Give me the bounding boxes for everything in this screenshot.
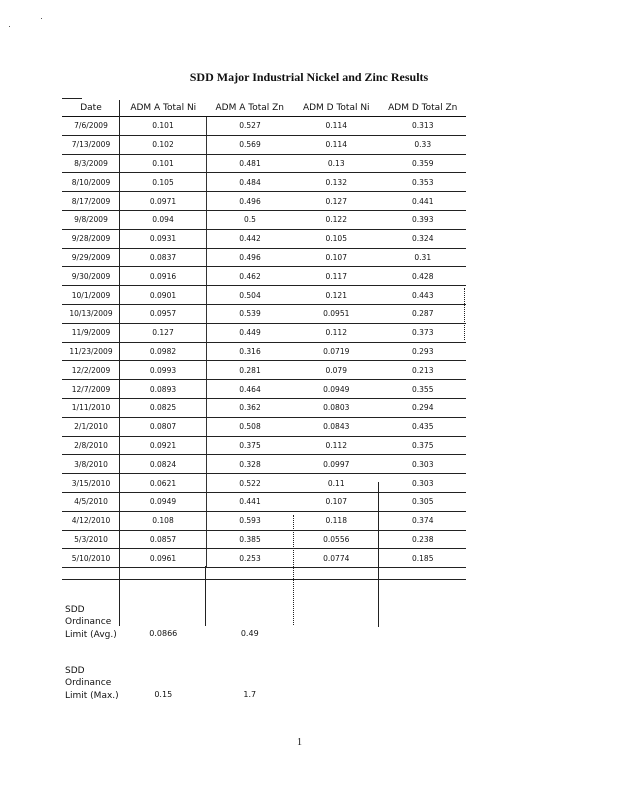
cell-adm-a-ni: 0.0957: [120, 304, 207, 323]
cell-adm-d-ni: 0.107: [293, 248, 380, 267]
cell-adm-d-zn: 0.313: [380, 117, 467, 136]
cell-adm-a-ni: 0.0993: [120, 361, 207, 380]
table-row: [62, 323, 466, 342]
table-top-line: [62, 98, 82, 99]
table-row: [62, 492, 466, 511]
cell-adm-a-zn: 0.281: [207, 361, 294, 380]
cell-adm-a-ni: 0.0931: [120, 229, 207, 248]
table-row: [62, 455, 466, 474]
cell-adm-a-zn: 0.441: [207, 492, 294, 511]
cell-date: 11/9/2009: [62, 323, 120, 342]
cell-date: 4/5/2010: [62, 492, 120, 511]
table-row: [62, 117, 466, 136]
cell-adm-a-ni: 0.0916: [120, 267, 207, 286]
col-header-adm-d-ni: ADM D Total Ni: [293, 100, 380, 117]
table-row: [62, 436, 466, 455]
cell-adm-a-zn: 0.362: [207, 398, 294, 417]
cell-adm-d-zn: 0.359: [380, 154, 467, 173]
cell-adm-d-zn: 0.393: [380, 210, 467, 229]
cell-date: 2/1/2010: [62, 417, 120, 436]
cell-adm-d-zn: 0.428: [380, 267, 467, 286]
cell-adm-a-zn: 0.462: [207, 267, 294, 286]
cell-adm-d-ni: 0.0843: [293, 417, 380, 436]
cell-adm-a-zn: 0.484: [207, 173, 294, 192]
cell-date: 8/10/2009: [62, 173, 120, 192]
limit-label-avg: SDD Ordinance Limit (Avg.): [65, 604, 117, 640]
cell-adm-d-ni: 0.127: [293, 192, 380, 211]
cell-adm-d-zn: 0.305: [380, 492, 467, 511]
table-row: [62, 192, 466, 211]
cell-adm-d-zn: 0.238: [380, 530, 467, 549]
cell-adm-d-zn: 0.31: [380, 248, 467, 267]
cell-adm-a-ni: 0.0621: [120, 474, 207, 493]
cell-adm-a-zn: 0.5: [207, 210, 294, 229]
cell-date: 11/23/2009: [62, 342, 120, 361]
cell-adm-d-zn: 0.373: [380, 323, 467, 342]
cell-date: 9/29/2009: [62, 248, 120, 267]
cell-adm-d-zn: 0.185: [380, 549, 467, 568]
cell-adm-a-zn: 0.522: [207, 474, 294, 493]
cell-adm-d-zn: 0.443: [380, 286, 467, 305]
cell-adm-a-ni: 0.0971: [120, 192, 207, 211]
cell-date: 9/30/2009: [62, 267, 120, 286]
cell-adm-a-ni: 0.0982: [120, 342, 207, 361]
cell-adm-a-ni: 0.0807: [120, 417, 207, 436]
cell-adm-d-zn: 0.355: [380, 380, 467, 399]
cell-adm-d-ni: 0.132: [293, 173, 380, 192]
cell-adm-a-ni: 0.0949: [120, 492, 207, 511]
header-row: [62, 100, 466, 117]
cell-date: 12/7/2009: [62, 380, 120, 399]
cell-adm-d-ni: 0.11: [293, 474, 380, 493]
cell-adm-a-ni: 0.0824: [120, 455, 207, 474]
results-body: [62, 117, 466, 568]
table-row: [62, 304, 466, 323]
cell-adm-a-zn: 0.508: [207, 417, 294, 436]
cell-date: 9/8/2009: [62, 210, 120, 229]
cell-adm-a-zn: 0.464: [207, 380, 294, 399]
cell-adm-a-zn: 0.593: [207, 511, 294, 530]
cell-adm-d-ni: 0.13: [293, 154, 380, 173]
page-number: 1: [297, 737, 302, 748]
table-row: [62, 380, 466, 399]
cell-adm-d-ni: 0.114: [293, 117, 380, 136]
cell-date: 2/8/2010: [62, 436, 120, 455]
rule-adm-d-ni: [293, 515, 294, 625]
cell-adm-d-ni: 0.121: [293, 286, 380, 305]
cell-adm-d-zn: 0.213: [380, 361, 467, 380]
table-row: [62, 267, 466, 286]
cell-adm-a-ni: 0.094: [120, 210, 207, 229]
cell-date: 4/12/2010: [62, 511, 120, 530]
limit-avg-ni: 0.0866: [149, 629, 178, 639]
table-row: [62, 229, 466, 248]
cell-adm-a-zn: 0.316: [207, 342, 294, 361]
table-row: [62, 135, 466, 154]
cell-adm-a-ni: 0.105: [120, 173, 207, 192]
cell-adm-d-zn: 0.303: [380, 474, 467, 493]
cell-date: 10/13/2009: [62, 304, 120, 323]
col-header-adm-a-zn: ADM A Total Zn: [207, 100, 294, 117]
limit-row-avg: [62, 580, 466, 642]
results-table: [62, 100, 466, 702]
cell-adm-a-zn: 0.385: [207, 530, 294, 549]
page-title: SDD Major Industrial Nickel and Zinc Results: [189, 70, 429, 84]
spacer-row: [62, 568, 466, 580]
cell-adm-d-ni: 0.118: [293, 511, 380, 530]
cell-adm-d-zn: 0.375: [380, 436, 467, 455]
cell-adm-d-zn: 0.294: [380, 398, 467, 417]
cell-adm-a-ni: 0.0825: [120, 398, 207, 417]
table-row: [62, 549, 466, 568]
cell-adm-a-zn: 0.527: [207, 117, 294, 136]
cell-date: 8/17/2009: [62, 192, 120, 211]
table-row: [62, 511, 466, 530]
rule-right-edge: [464, 288, 465, 340]
cell-adm-a-zn: 0.496: [207, 248, 294, 267]
cell-adm-d-ni: 0.0719: [293, 342, 380, 361]
rule-date-col: [119, 100, 120, 626]
table-row: [62, 342, 466, 361]
table-row: [62, 286, 466, 305]
cell-date: 1/11/2010: [62, 398, 120, 417]
cell-adm-a-ni: 0.108: [120, 511, 207, 530]
cell-adm-a-zn: 0.504: [207, 286, 294, 305]
cell-date: 9/28/2009: [62, 229, 120, 248]
cell-adm-a-zn: 0.449: [207, 323, 294, 342]
col-header-adm-d-zn: ADM D Total Zn: [380, 100, 467, 117]
cell-adm-d-ni: 0.107: [293, 492, 380, 511]
cell-adm-d-zn: 0.33: [380, 135, 467, 154]
table-row: [62, 173, 466, 192]
cell-adm-a-ni: 0.0893: [120, 380, 207, 399]
cell-date: 10/1/2009: [62, 286, 120, 305]
cell-adm-d-ni: 0.112: [293, 436, 380, 455]
cell-adm-d-ni: 0.0803: [293, 398, 380, 417]
cell-adm-d-zn: 0.287: [380, 304, 467, 323]
cell-adm-d-zn: 0.324: [380, 229, 467, 248]
cell-adm-a-ni: 0.0837: [120, 248, 207, 267]
cell-adm-a-ni: 0.127: [120, 323, 207, 342]
cell-adm-a-zn: 0.481: [207, 154, 294, 173]
cell-date: 8/3/2009: [62, 154, 120, 173]
cell-adm-d-ni: 0.0556: [293, 530, 380, 549]
table-row: [62, 361, 466, 380]
cell-adm-a-zn: 0.253: [207, 549, 294, 568]
table-row: [62, 398, 466, 417]
cell-adm-d-ni: 0.079: [293, 361, 380, 380]
cell-adm-a-zn: 0.375: [207, 436, 294, 455]
cell-adm-d-ni: 0.0949: [293, 380, 380, 399]
cell-date: 12/2/2009: [62, 361, 120, 380]
cell-date: 3/8/2010: [62, 455, 120, 474]
cell-adm-d-ni: 0.0774: [293, 549, 380, 568]
table-row: [62, 154, 466, 173]
cell-date: 5/10/2010: [62, 549, 120, 568]
cell-adm-d-ni: 0.114: [293, 135, 380, 154]
cell-adm-a-ni: 0.0921: [120, 436, 207, 455]
limit-avg-zn: 0.49: [240, 629, 259, 639]
limits-body: [62, 568, 466, 703]
cell-adm-a-zn: 0.442: [207, 229, 294, 248]
cell-adm-a-ni: 0.0961: [120, 549, 207, 568]
limit-row-max: [62, 641, 466, 702]
scan-speck: [9, 26, 10, 27]
cell-adm-d-zn: 0.303: [380, 455, 467, 474]
rule-adm-a-zn: [205, 566, 206, 626]
cell-adm-a-ni: 0.0857: [120, 530, 207, 549]
cell-adm-a-ni: 0.101: [120, 154, 207, 173]
cell-adm-d-zn: 0.441: [380, 192, 467, 211]
col-header-adm-a-ni: ADM A Total Ni: [120, 100, 207, 117]
table-row: [62, 474, 466, 493]
cell-adm-d-zn: 0.353: [380, 173, 467, 192]
cell-adm-d-zn: 0.374: [380, 511, 467, 530]
cell-date: 3/15/2010: [62, 474, 120, 493]
limit-max-ni: 0.15: [154, 690, 173, 700]
cell-adm-d-ni: 0.105: [293, 229, 380, 248]
table-row: [62, 248, 466, 267]
cell-date: 7/6/2009: [62, 117, 120, 136]
table-row: [62, 530, 466, 549]
cell-adm-d-ni: 0.0997: [293, 455, 380, 474]
cell-adm-a-zn: 0.539: [207, 304, 294, 323]
cell-adm-a-zn: 0.496: [207, 192, 294, 211]
cell-adm-a-zn: 0.328: [207, 455, 294, 474]
cell-adm-d-zn: 0.293: [380, 342, 467, 361]
limit-label-max: SDD Ordinance Limit (Max.): [65, 665, 119, 701]
limit-max-zn: 1.7: [243, 690, 257, 700]
cell-adm-a-ni: 0.101: [120, 117, 207, 136]
cell-adm-a-ni: 0.0901: [120, 286, 207, 305]
cell-adm-d-zn: 0.435: [380, 417, 467, 436]
cell-adm-d-ni: 0.112: [293, 323, 380, 342]
cell-adm-d-ni: 0.122: [293, 210, 380, 229]
cell-date: 7/13/2009: [62, 135, 120, 154]
cell-adm-d-ni: 0.117: [293, 267, 380, 286]
cell-adm-a-ni: 0.102: [120, 135, 207, 154]
cell-date: 5/3/2010: [62, 530, 120, 549]
rule-adm-d-zn: [378, 482, 379, 627]
col-header-date: Date: [62, 100, 120, 117]
table-row: [62, 210, 466, 229]
cell-adm-a-zn: 0.569: [207, 135, 294, 154]
cell-adm-d-ni: 0.0951: [293, 304, 380, 323]
scan-speck: [41, 18, 42, 19]
table-row: [62, 417, 466, 436]
